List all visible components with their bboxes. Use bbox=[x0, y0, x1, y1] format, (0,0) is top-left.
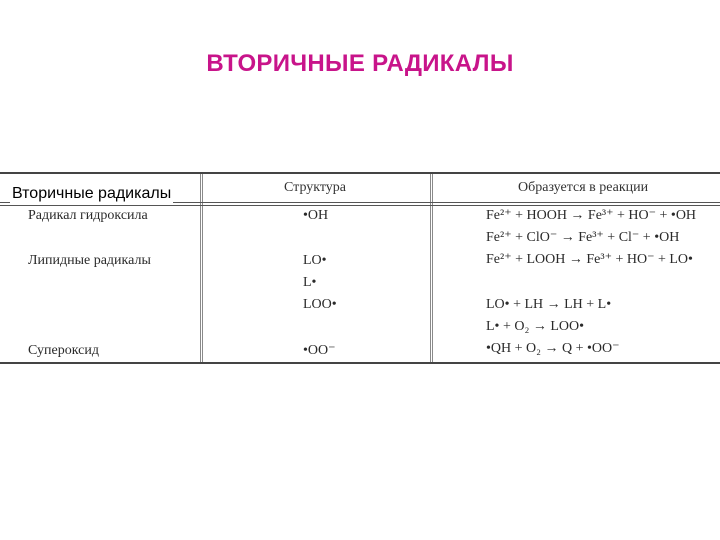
row-name-superoxide: Супероксид bbox=[28, 343, 99, 358]
row-name-hydroxyl: Радикал гидроксила bbox=[28, 208, 148, 223]
structure-loo: LOO• bbox=[303, 297, 337, 312]
slide-title: ВТОРИЧНЫЕ РАДИКАЛЫ bbox=[206, 50, 514, 77]
structure-superoxide: •OO⁻ bbox=[303, 343, 336, 358]
row-name-lipid: Липидные радикалы bbox=[28, 253, 151, 268]
header-reaction: Образуется в реакции bbox=[518, 180, 649, 195]
reaction-5: L• + O₂ → LOO• bbox=[486, 319, 585, 334]
reaction-3: Fe²⁺ + LOOH → Fe³⁺ + HO⁻ + LO• bbox=[486, 252, 693, 267]
reaction-2: Fe²⁺ + ClO⁻ → Fe³⁺ + Cl⁻ + •OH bbox=[486, 230, 680, 245]
structure-hydroxyl: •OH bbox=[303, 208, 329, 223]
reaction-4: LO• + LH → LH + L• bbox=[486, 297, 612, 312]
structure-l: L• bbox=[303, 275, 317, 290]
reaction-1: Fe²⁺ + HOOH → Fe³⁺ + HO⁻ + •OH bbox=[486, 208, 697, 223]
header-radicals-label: Вторичные радикалы bbox=[12, 185, 172, 202]
radicals-table bbox=[0, 172, 720, 364]
structure-lo: LO• bbox=[303, 253, 327, 268]
reaction-6: •QH + O₂ → Q + •OO⁻ bbox=[486, 341, 620, 356]
header-structure: Структура bbox=[284, 180, 347, 195]
